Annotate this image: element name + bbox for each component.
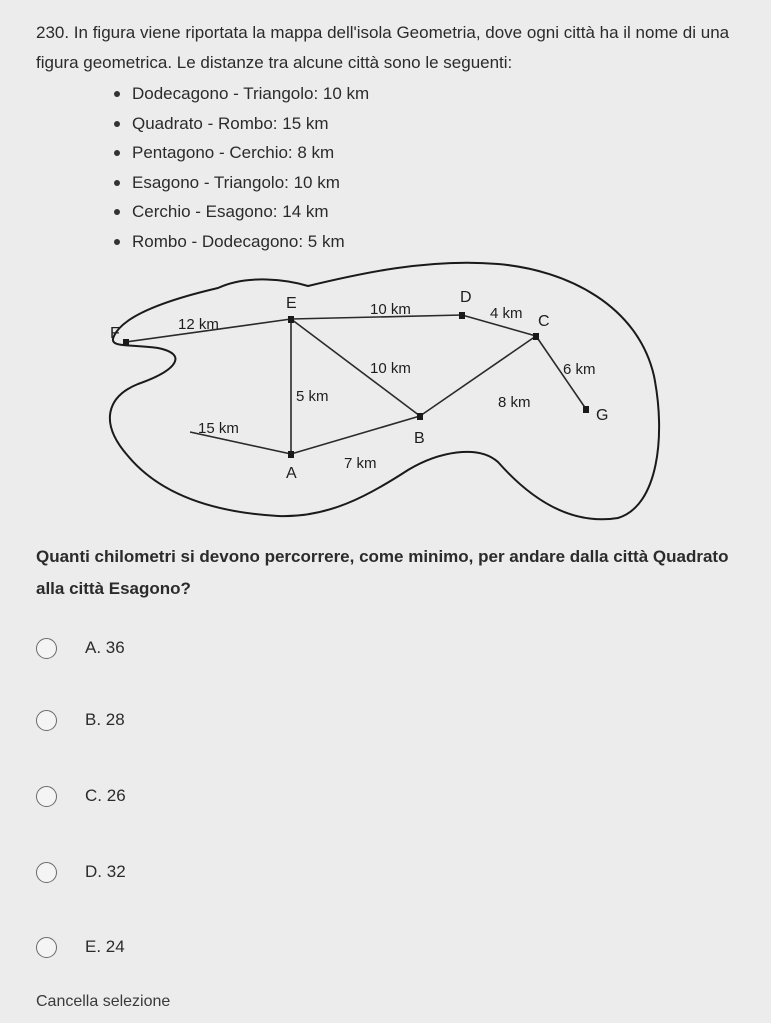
option-b[interactable] xyxy=(36,707,125,733)
radio-button[interactable] xyxy=(36,862,57,883)
radio-button[interactable] xyxy=(36,786,57,807)
edge-label-c-g: 6 km xyxy=(563,361,596,378)
question-text: 230. In figura viene riportata la mappa dell'isola Geometria, dove ogni città ha il nome di una figura geometrica. Le distanze tra alcune città sono le seguenti: xyxy=(36,23,730,72)
edge-label-c-b: 8 km xyxy=(498,394,531,411)
radio-button[interactable] xyxy=(36,710,57,731)
edge-label-a-b: 7 km xyxy=(344,455,377,472)
distance-item: Esagono - Triangolo: 10 km xyxy=(112,168,369,198)
city-marker-d xyxy=(459,312,465,319)
option-label: C. 26 xyxy=(85,786,126,805)
city-label-e: E xyxy=(286,295,297,312)
city-label-g: G xyxy=(596,407,609,424)
distance-item: Pentagono - Cerchio: 8 km xyxy=(112,138,369,168)
option-label: B. 28 xyxy=(85,710,125,729)
option-e[interactable] xyxy=(36,934,125,960)
option-d[interactable] xyxy=(36,859,126,885)
clear-selection-link[interactable]: Cancella selezione xyxy=(36,993,171,1010)
city-marker-c xyxy=(533,333,539,340)
road-a-b xyxy=(291,416,420,454)
city-marker-a xyxy=(288,451,294,458)
city-marker-b xyxy=(417,413,423,420)
city-label-d: D xyxy=(460,289,472,306)
option-label: E. 24 xyxy=(85,937,125,956)
distance-item: Dodecagono - Triangolo: 10 km xyxy=(112,79,369,109)
edge-label-f-e: 12 km xyxy=(178,316,219,333)
edge-label-d-c: 4 km xyxy=(490,305,523,322)
edge-label-e-a: 5 km xyxy=(296,388,329,405)
city-label-b: B xyxy=(414,430,425,447)
edge-label-e-d: 10 km xyxy=(370,301,411,318)
city-marker-e xyxy=(288,316,294,323)
distance-list xyxy=(112,79,369,257)
edge-label-f-a: 15 km xyxy=(198,420,239,437)
distance-item: Quadrato - Rombo: 15 km xyxy=(112,109,369,139)
radio-button[interactable] xyxy=(36,638,57,659)
city-marker-f xyxy=(123,339,129,346)
city-label-a: A xyxy=(286,465,297,482)
distance-item: Cerchio - Esagono: 14 km xyxy=(112,197,369,227)
option-c[interactable] xyxy=(36,783,126,809)
option-label: A. 36 xyxy=(85,638,125,657)
distance-item: Rombo - Dodecagono: 5 km xyxy=(112,227,369,257)
city-label-c: C xyxy=(538,313,550,330)
radio-button[interactable] xyxy=(36,937,57,958)
option-label: D. 32 xyxy=(85,862,126,881)
edge-label-e-b: 10 km xyxy=(370,360,411,377)
question-prompt: Quanti chilometri si devono percorrere, come minimo, per andare dalla città Quadrato alla città Esagono? xyxy=(36,547,729,598)
city-marker-g xyxy=(583,406,589,413)
option-a[interactable] xyxy=(36,635,125,661)
city-label-f: F xyxy=(110,325,120,342)
island-map xyxy=(98,256,668,522)
